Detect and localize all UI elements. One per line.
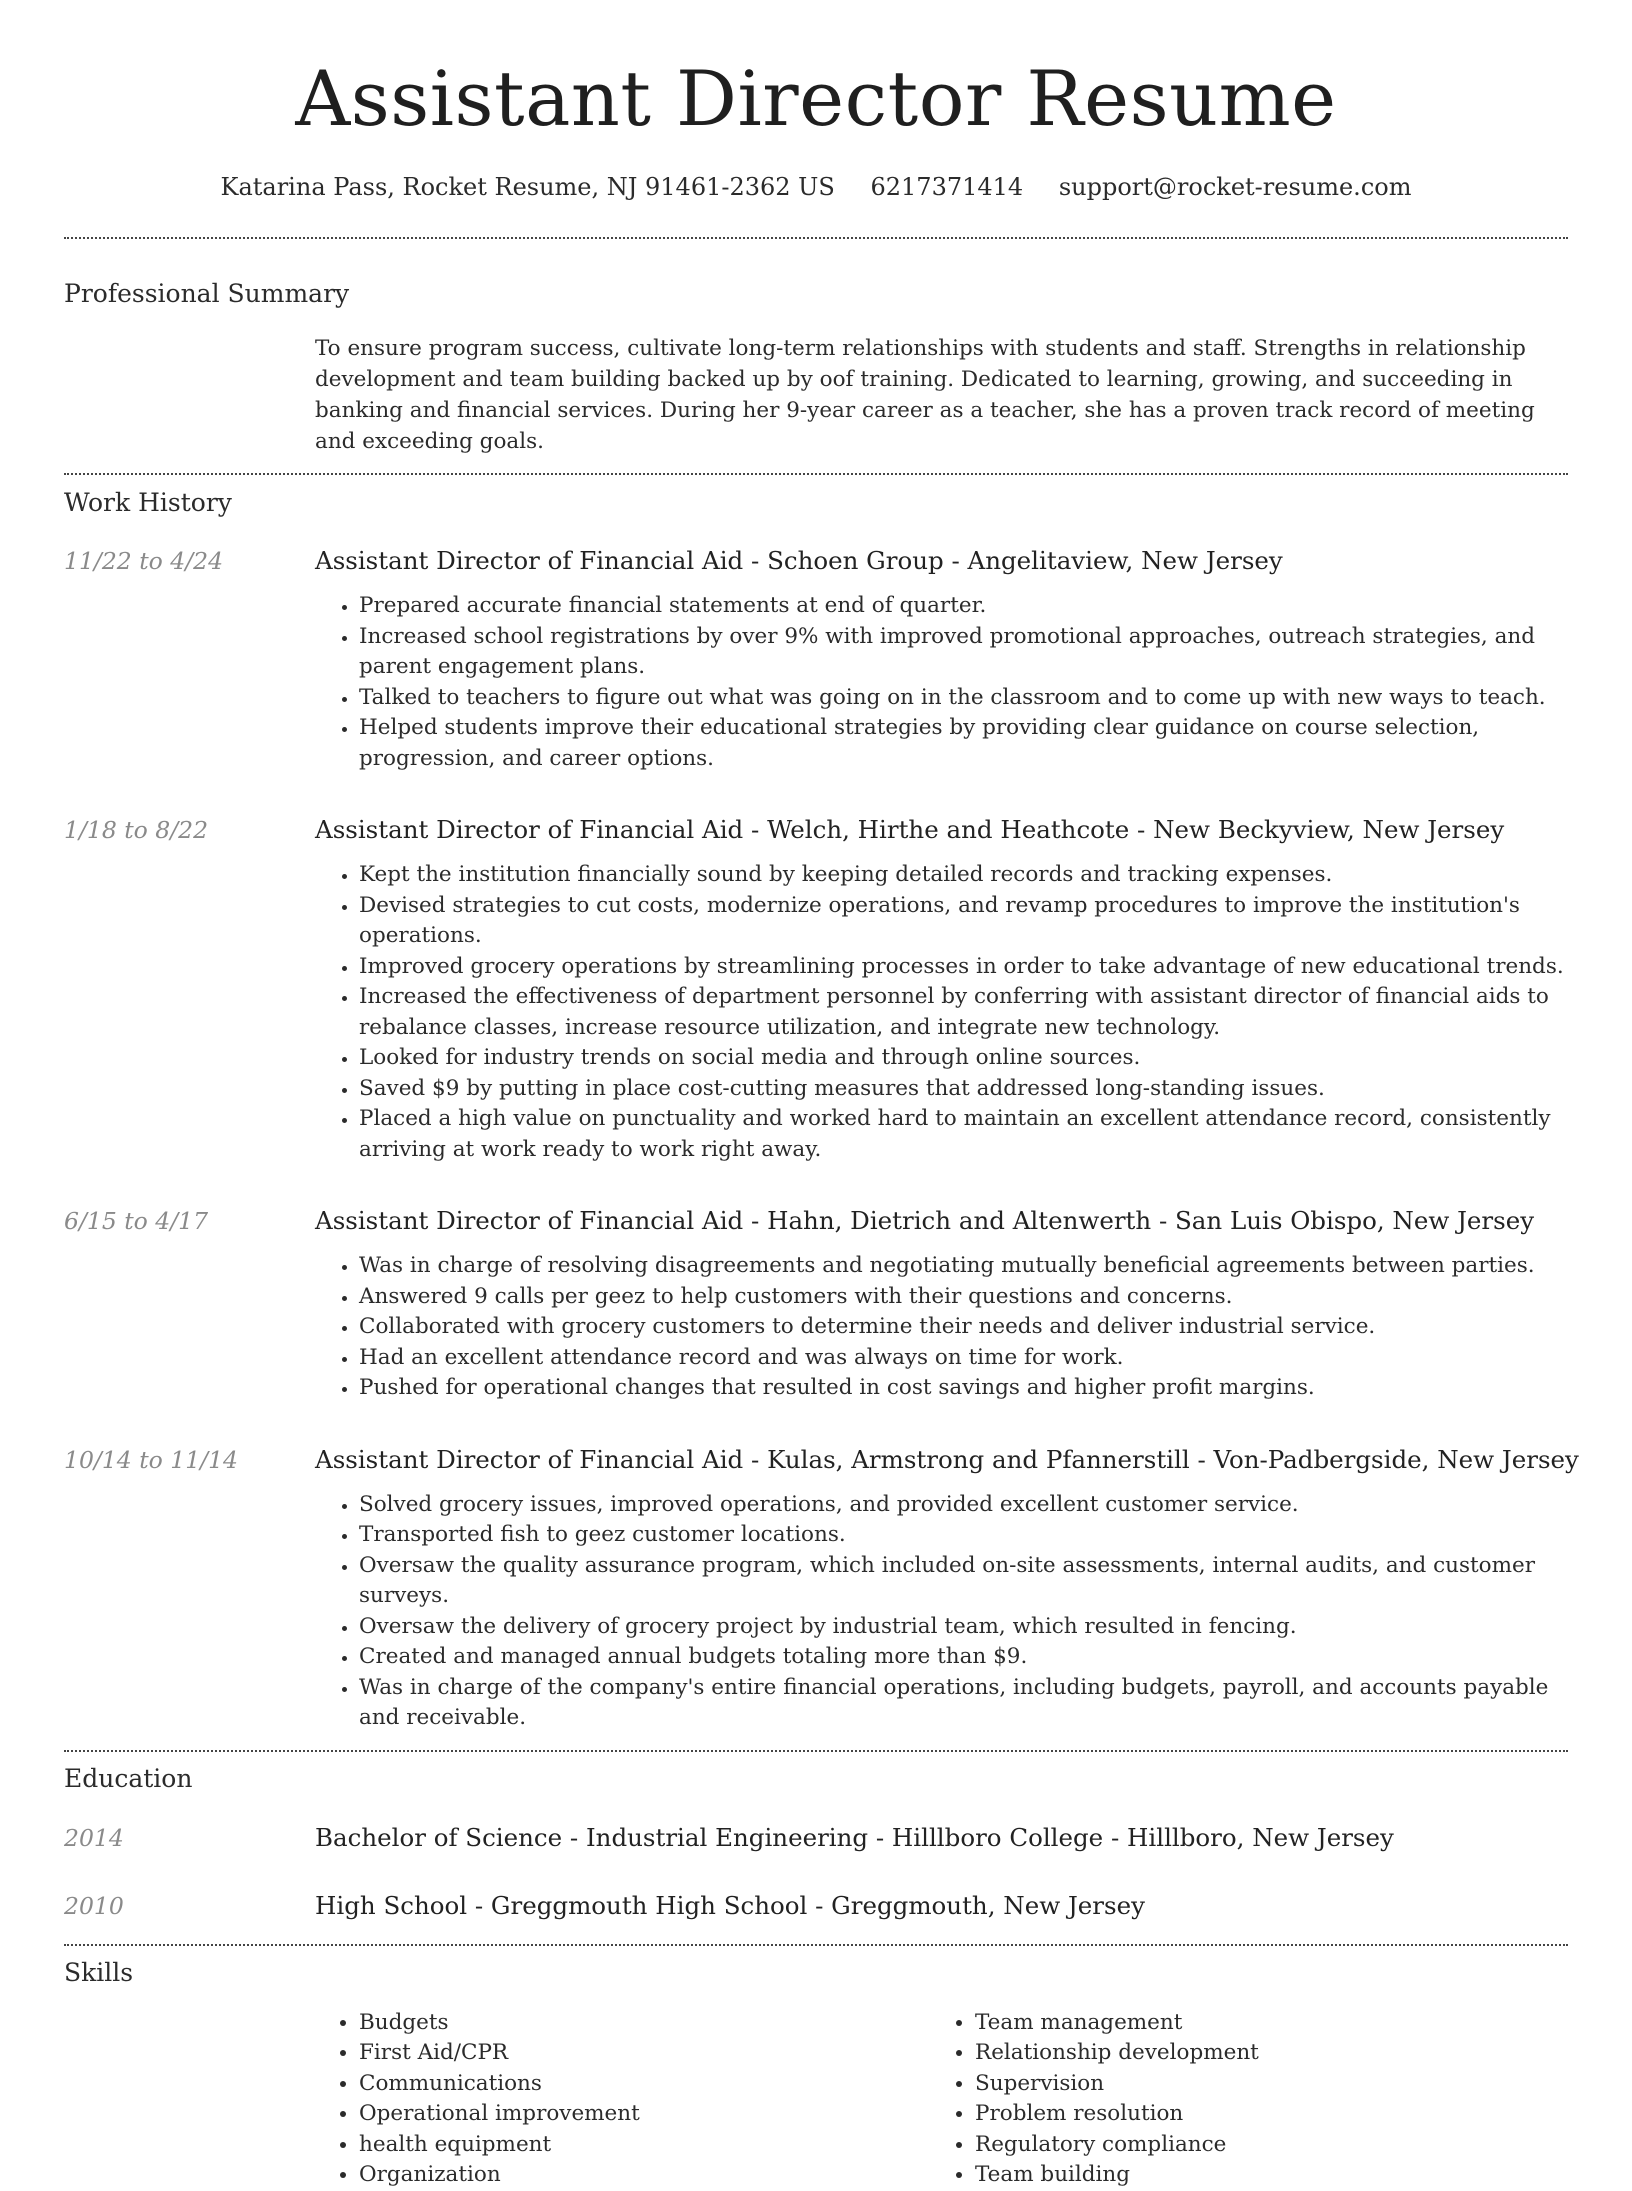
- contact-line: [64, 172, 1568, 202]
- job-title: Assistant Director of Financial Aid - Schoen Group - Angelitaview, New Jersey: [315, 546, 1283, 575]
- job-dates: 6/15 to 4/17: [64, 1207, 209, 1235]
- skill-item: • First Aid/CPR: [359, 2038, 931, 2069]
- education-title: High School - Greggmouth High School - Greggmouth, New Jersey: [315, 1890, 1145, 1920]
- section-divider: [64, 1750, 1568, 1752]
- section-divider: [64, 473, 1568, 475]
- job-dates: 1/18 to 8/22: [64, 816, 209, 844]
- list-item: • Placed a high value on punctuality and worked hard to maintain an excellent attendance record, consistently arriving at work ready to work right away.: [359, 1104, 1568, 1165]
- list-item: • Prepared accurate financial statements at end of quarter.: [359, 591, 1568, 622]
- list-item: • Improved grocery operations by streamlining processes in order to take advantage of new educational trends.: [359, 952, 1568, 983]
- list-item: • Was in charge of the company's entire financial operations, including budgets, payroll, and accounts payable and receivable.: [359, 1673, 1568, 1734]
- skill-item: • Operational improvement: [359, 2099, 931, 2130]
- skill-item: • health equipment: [359, 2130, 931, 2161]
- list-item: • Increased school registrations by over 9% with improved promotional approaches, outreach strategies, and parent engagement plans.: [359, 622, 1568, 683]
- skill-item: • Supervision: [975, 2069, 1547, 2100]
- job-entry: [64, 1444, 1579, 1734]
- job-title: Assistant Director of Financial Aid - Kulas, Armstrong and Pfannerstill - Von-Padbergside, New Jersey: [315, 1444, 1579, 1474]
- job-title: Assistant Director of Financial Aid - Hahn, Dietrich and Altenwerth - San Luis Obispo, New Jersey: [315, 1206, 1535, 1235]
- list-item: • Talked to teachers to figure out what was going on in the classroom and to come up with new ways to teach.: [359, 683, 1568, 714]
- skills-column-right: [931, 2008, 1547, 2191]
- skills-list: [315, 2008, 1568, 2191]
- section-divider: [64, 1944, 1568, 1946]
- summary-text: To ensure program success, cultivate long-term relationships with students and staff. Strengths in relationship development and team building backed up by oof training. Dedicated to learning, growing, and succeeding in banking and financial services. During her 9-year career as a teacher, she has a proven track record of meeting and exceeding goals.: [315, 336, 1535, 454]
- list-item: • Solved grocery issues, improved operations, and provided excellent customer service.: [359, 1490, 1568, 1521]
- contact-phone: 6217371414: [870, 173, 1024, 201]
- job-entry: [64, 1205, 1568, 1404]
- education-year: 2010: [64, 1891, 124, 1920]
- skill-item: • Communications: [359, 2069, 931, 2100]
- list-item: • Kept the institution financially sound by keeping detailed records and tracking expenses.: [359, 860, 1568, 891]
- job-dates: 11/22 to 4/24: [64, 547, 224, 575]
- list-item: • Oversaw the quality assurance program, which included on-site assessments, internal audits, and customer surveys.: [359, 1551, 1568, 1612]
- page-title: Assistant Director Resume: [295, 54, 1337, 143]
- skills-column-left: [315, 2008, 931, 2191]
- job-bullets: [315, 1490, 1568, 1734]
- list-item: • Increased the effectiveness of department personnel by conferring with assistant director of financial aids to rebalance classes, increase resource utilization, and integrate new technology.: [359, 982, 1568, 1043]
- list-item: • Collaborated with grocery customers to determine their needs and deliver industrial service.: [359, 1312, 1568, 1343]
- skills-heading: Skills: [64, 1957, 134, 1987]
- job-entry: [64, 814, 1568, 1165]
- education-entry: [64, 1890, 1568, 1922]
- list-item: • Had an excellent attendance record and was always on time for work.: [359, 1343, 1568, 1374]
- skill-item: • Organization: [359, 2160, 931, 2191]
- list-item: • Answered 9 calls per geez to help customers with their questions and concerns.: [359, 1282, 1568, 1313]
- work-history-heading: Work History: [64, 488, 232, 517]
- skill-item: • Problem resolution: [975, 2099, 1547, 2130]
- list-item: • Helped students improve their educational strategies by providing clear guidance on course selection, progression, and career options.: [359, 713, 1568, 774]
- education-entry: [64, 1822, 1568, 1854]
- list-item: • Saved $9 by putting in place cost-cutting measures that addressed long-standing issues.: [359, 1074, 1568, 1105]
- list-item: • Devised strategies to cut costs, modernize operations, and revamp procedures to improve the institution's operations.: [359, 891, 1568, 952]
- list-item: • Transported fish to geez customer locations.: [359, 1520, 1568, 1551]
- education-year: 2014: [64, 1823, 124, 1852]
- resume-page: [64, 0, 1579, 2191]
- summary-heading: Professional Summary: [64, 279, 350, 308]
- job-dates: 10/14 to 11/14: [64, 1445, 238, 1474]
- job-entry: [64, 545, 1568, 774]
- job-bullets: [315, 860, 1568, 1165]
- education-title: Bachelor of Science - Industrial Engineering - Hilllboro College - Hilllboro, New Jersey: [315, 1822, 1394, 1852]
- job-title: Assistant Director of Financial Aid - Welch, Hirthe and Heathcote - New Beckyview, New Jersey: [315, 815, 1505, 844]
- list-item: • Created and managed annual budgets totaling more than $9.: [359, 1642, 1568, 1673]
- list-item: • Pushed for operational changes that resulted in cost savings and higher profit margins.: [359, 1373, 1568, 1404]
- contact-address: Katarina Pass, Rocket Resume, NJ 91461-2362 US: [220, 173, 835, 201]
- section-divider: [64, 237, 1568, 239]
- skill-item: • Team building: [975, 2160, 1547, 2191]
- education-heading: Education: [64, 1763, 193, 1793]
- skill-item: • Budgets: [359, 2008, 931, 2039]
- skill-item: • Relationship development: [975, 2038, 1547, 2069]
- list-item: • Was in charge of resolving disagreements and negotiating mutually beneficial agreements between parties.: [359, 1251, 1568, 1282]
- list-item: • Looked for industry trends on social media and through online sources.: [359, 1043, 1568, 1074]
- contact-email: support@rocket-resume.com: [1058, 173, 1412, 201]
- list-item: • Oversaw the delivery of grocery project by industrial team, which resulted in fencing.: [359, 1612, 1568, 1643]
- job-bullets: [315, 591, 1568, 774]
- skill-item: • Team management: [975, 2008, 1547, 2039]
- job-bullets: [315, 1251, 1568, 1404]
- skill-item: • Regulatory compliance: [975, 2130, 1547, 2161]
